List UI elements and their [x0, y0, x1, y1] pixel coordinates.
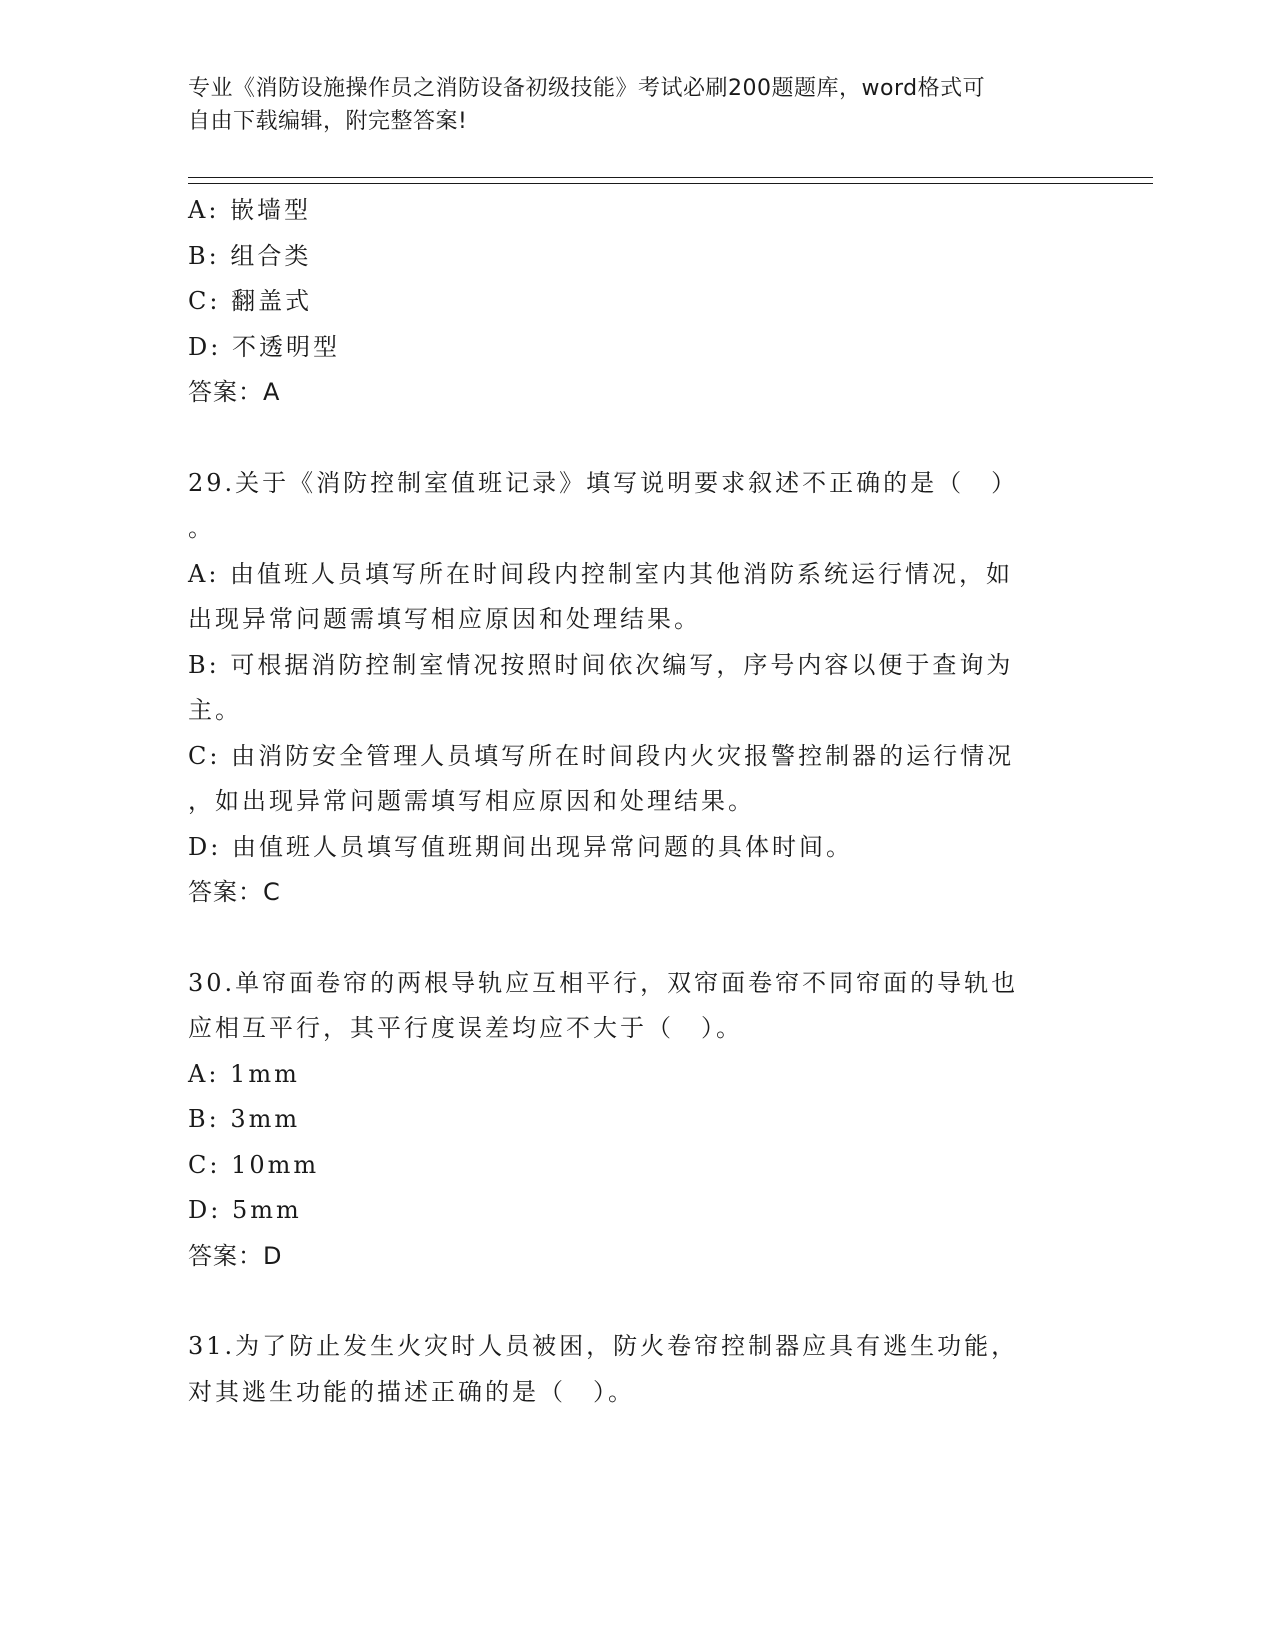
question-31	[188, 1324, 1088, 1415]
option-d: D: 5mm	[188, 1196, 302, 1224]
answer: 答案：A	[188, 378, 281, 406]
spacer	[188, 1279, 1088, 1324]
answer: 答案：D	[188, 1241, 283, 1270]
question-stem: 31.为了防止发生火灾时人员被困，防火卷帘控制器应具有逃生功能，	[188, 1332, 1019, 1360]
question-28	[188, 188, 1088, 416]
question-stem: 29.关于《消防控制室值班记录》填写说明要求叙述不正确的是（ ）	[188, 468, 1019, 497]
option-a: A: 嵌墙型	[188, 196, 312, 224]
option-d: D: 由值班人员填写值班期间出现异常问题的具体时间。	[188, 832, 853, 861]
option-a: A: 1mm	[188, 1059, 300, 1088]
spacer	[188, 416, 1088, 461]
option-a: A: 由值班人员填写所在时间段内控制室内其他消防系统运行情况，如	[188, 559, 1014, 588]
document-header	[188, 72, 1068, 138]
spacer	[188, 916, 1088, 961]
option-c: C: 由消防安全管理人员填写所在时间段内火灾报警控制器的运行情况	[188, 741, 1015, 770]
option-b: B: 组合类	[188, 241, 312, 270]
header-rule-top	[188, 177, 1153, 178]
option-c: C: 翻盖式	[188, 287, 313, 315]
answer: 答案：C	[188, 878, 281, 906]
option-d: D: 不透明型	[188, 332, 340, 361]
question-stem: 。	[188, 514, 215, 542]
question-stem: 对其逃生功能的描述正确的是（ ）。	[188, 1377, 635, 1406]
option-c-continued: ，如出现异常问题需填写相应原因和处理结果。	[188, 787, 755, 815]
option-b: B: 3mm	[188, 1105, 301, 1133]
option-b: B: 可根据消防控制室情况按照时间依次编写，序号内容以便于查询为	[188, 650, 1014, 679]
question-30	[188, 961, 1088, 1280]
question-29	[188, 461, 1088, 916]
option-b-continued: 主。	[188, 696, 242, 724]
option-c: C: 10mm	[188, 1150, 320, 1179]
option-a-continued: 出现异常问题需填写相应原因和处理结果。	[188, 605, 701, 633]
header-rule-bottom	[188, 183, 1153, 184]
question-stem: 应相互平行，其平行度误差均应不大于（ ）。	[188, 1014, 743, 1042]
question-content	[188, 188, 1088, 1415]
header-line-1: 专业《消防设施操作员之消防设备初级技能》考试必刷200题题库，word格式可	[188, 76, 986, 101]
question-stem: 30.单帘面卷帘的两根导轨应互相平行，双帘面卷帘不同帘面的导轨也	[188, 968, 1019, 997]
header-line-2: 自由下载编辑，附完整答案!	[188, 109, 468, 134]
